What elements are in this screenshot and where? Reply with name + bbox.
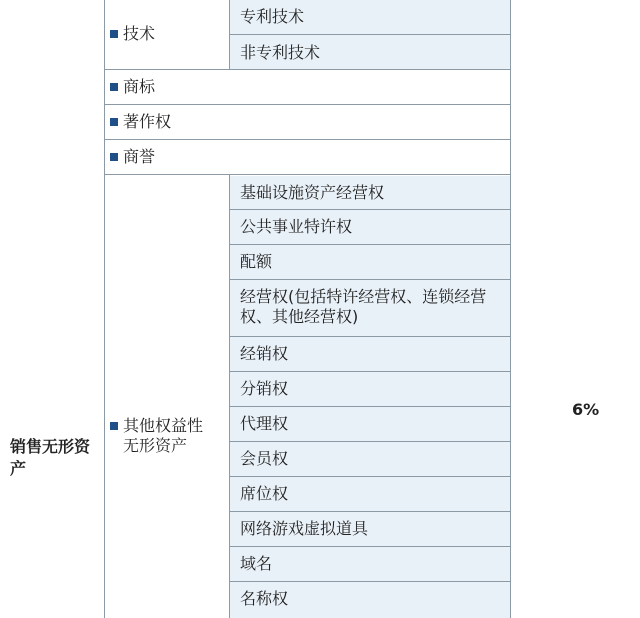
- square-bullet-icon: [110, 153, 118, 161]
- table-border-left: [104, 0, 105, 618]
- other-item: 席位权: [240, 484, 289, 503]
- row-divider: [230, 209, 511, 210]
- other-item: 经营权(包括特许经营权、连锁经营权、其他经营权): [240, 287, 487, 326]
- other-item: 基础设施资产经营权: [240, 183, 385, 202]
- other-item: 配额: [240, 252, 273, 271]
- square-bullet-icon: [110, 30, 118, 38]
- other-item: 会员权: [240, 449, 289, 468]
- tax-rate-value: 6%: [572, 400, 600, 419]
- category-label: 销售无形资产: [10, 437, 91, 478]
- other-rights-row: [110, 416, 218, 456]
- square-bullet-icon: [110, 118, 118, 126]
- row-divider: [105, 174, 511, 175]
- trademark-label: 商标: [123, 77, 156, 96]
- other-item: 公共事业特许权: [240, 217, 353, 236]
- row-divider: [105, 104, 511, 105]
- row-divider: [105, 69, 511, 70]
- other-item: 分销权: [240, 379, 289, 398]
- other-item: 代理权: [240, 414, 289, 433]
- trademark-row: [110, 77, 155, 97]
- square-bullet-icon: [110, 422, 118, 430]
- other-rights-label: 其他权益性无形资产: [123, 416, 204, 455]
- tech-item-non-patent: 非专利技术: [240, 43, 321, 62]
- copyright-label: 著作权: [123, 112, 172, 131]
- row-divider: [230, 336, 511, 337]
- row-divider: [230, 279, 511, 280]
- other-item: 网络游戏虚拟道具: [240, 519, 369, 538]
- copyright-row: [110, 112, 171, 132]
- row-divider: [230, 441, 511, 442]
- square-bullet-icon: [110, 83, 118, 91]
- row-divider: [230, 546, 511, 547]
- tech-category-row: [110, 24, 155, 44]
- row-divider: [230, 34, 511, 35]
- other-item: 经销权: [240, 344, 289, 363]
- row-divider: [230, 581, 511, 582]
- tech-item-patent: 专利技术: [240, 7, 305, 26]
- row-divider: [105, 139, 511, 140]
- goodwill-label: 商誉: [123, 147, 156, 166]
- tech-category-label: 技术: [123, 24, 156, 43]
- row-divider: [230, 406, 511, 407]
- row-divider: [230, 371, 511, 372]
- row-divider: [230, 244, 511, 245]
- other-item: 名称权: [240, 589, 289, 608]
- other-item: 域名: [240, 554, 273, 573]
- row-divider: [230, 511, 511, 512]
- row-divider: [230, 476, 511, 477]
- goodwill-row: [110, 147, 155, 167]
